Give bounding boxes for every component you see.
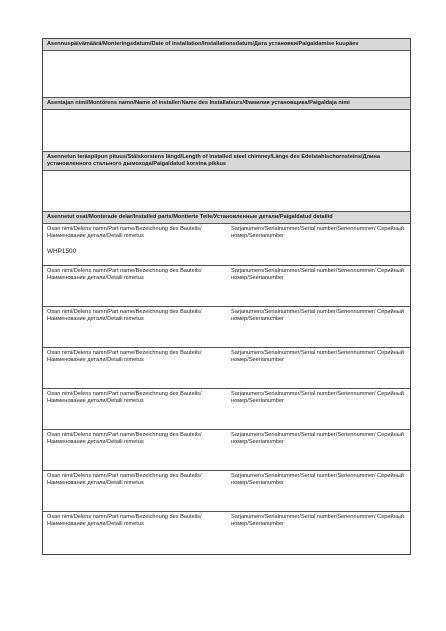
serial-number-label: Sarjanumero/Serialnummer/Serial number/Seriennummer/ Серийный номер/Seerianumber <box>231 473 404 487</box>
part-name-cell[interactable] <box>43 307 227 347</box>
part-name-label: Osan nimi/Delens namn/Part name/Bezeichnung des Bauteils/Наименование детали/Detaili nimetus <box>47 350 202 364</box>
installer-name-field[interactable] <box>43 110 410 152</box>
serial-number-cell[interactable] <box>227 430 410 470</box>
chimney-length-field[interactable] <box>43 171 410 212</box>
part-name-cell[interactable] <box>43 348 227 388</box>
part-name-cell[interactable] <box>43 471 227 511</box>
serial-number-label: Sarjanumero/Serialnummer/Serial number/Seriennummer/ Серийный номер/Seerianumber <box>231 226 404 240</box>
part-name-label: Osan nimi/Delens namn/Part name/Bezeichnung des Bauteils/Наименование детали/Detaili nimetus <box>47 391 202 405</box>
installation-date-header: Asennuspäivämäärä/Monteringsdatum/Date of installation/Installationsdatum/Дата установки/Paigaldamise kuupäev <box>43 39 410 51</box>
part-name-cell[interactable] <box>43 389 227 429</box>
part-name-cell[interactable] <box>43 512 227 554</box>
part-row <box>43 348 410 389</box>
part-name-label: Osan nimi/Delens namn/Part name/Bezeichnung des Bauteils/Наименование детали/Detaili nimetus <box>47 226 202 240</box>
serial-number-cell[interactable] <box>227 389 410 429</box>
serial-number-label: Sarjanumero/Serialnummer/Serial number/Seriennummer/ Серийный номер/Seerianumber <box>231 350 404 364</box>
part-name-cell[interactable] <box>43 224 227 265</box>
installation-date-field[interactable] <box>43 51 410 98</box>
part-name-label: Osan nimi/Delens namn/Part name/Bezeichnung des Bauteils/Наименование детали/Detaili nimetus <box>47 432 202 446</box>
part-name-label: Osan nimi/Delens namn/Part name/Bezeichnung des Bauteils/Наименование детали/Detaili nimetus <box>47 309 202 323</box>
part-row <box>43 224 410 266</box>
part-name-label: Osan nimi/Delens namn/Part name/Bezeichnung des Bauteils/Наименование детали/Detaili nimetus <box>47 473 202 487</box>
installation-form <box>42 38 411 555</box>
serial-number-cell[interactable] <box>227 471 410 511</box>
part-name-cell[interactable] <box>43 266 227 306</box>
installer-name-header: Asentajan nimi/Montörens namn/Name of installer/Name des Installateurs/Фамилия установщика/Paigaldaja nimi <box>43 98 410 110</box>
serial-number-cell[interactable] <box>227 512 410 554</box>
serial-number-cell[interactable] <box>227 224 410 265</box>
serial-number-cell[interactable] <box>227 266 410 306</box>
part-name-label: Osan nimi/Delens namn/Part name/Bezeichnung des Bauteils/Наименование детали/Detaili nimetus <box>47 514 202 528</box>
part-row <box>43 307 410 348</box>
part-row <box>43 430 410 471</box>
serial-number-label: Sarjanumero/Serialnummer/Serial number/Seriennummer/ Серийный номер/Seerianumber <box>231 268 404 282</box>
serial-number-label: Sarjanumero/Serialnummer/Serial number/Seriennummer/ Серийный номер/Seerianumber <box>231 309 404 323</box>
serial-number-label: Sarjanumero/Serialnummer/Serial number/Seriennummer/ Серийный номер/Seerianumber <box>231 432 404 446</box>
serial-number-cell[interactable] <box>227 348 410 388</box>
part-name-label: Osan nimi/Delens namn/Part name/Bezeichnung des Bauteils/Наименование детали/Detaili nimetus <box>47 268 202 282</box>
part-row <box>43 471 410 512</box>
serial-number-cell[interactable] <box>227 307 410 347</box>
parts-list <box>43 224 410 554</box>
serial-number-label: Sarjanumero/Serialnummer/Serial number/Seriennummer/ Серийный номер/Seerianumber <box>231 391 404 405</box>
part-row <box>43 389 410 430</box>
chimney-length-header: Asennetun teräspiipun pituus/Stålskorstens längd/Length of installed steel chimney/Länge des Edelstahlschornsteins/Длина установленного стального дымохода/Paigaldatud korstna pikkus <box>43 152 410 171</box>
part-name-cell[interactable] <box>43 430 227 470</box>
part-name-value: WHP1500 <box>47 248 77 256</box>
serial-number-label: Sarjanumero/Serialnummer/Serial number/Seriennummer/ Серийный номер/Seerianumber <box>231 514 404 528</box>
installed-parts-header: Asennetut osat/Monterade delar/Installed parts/Montierte Teile/Установленные детали/Paigaldatud detailid <box>43 212 410 224</box>
part-row <box>43 266 410 307</box>
part-row <box>43 512 410 554</box>
